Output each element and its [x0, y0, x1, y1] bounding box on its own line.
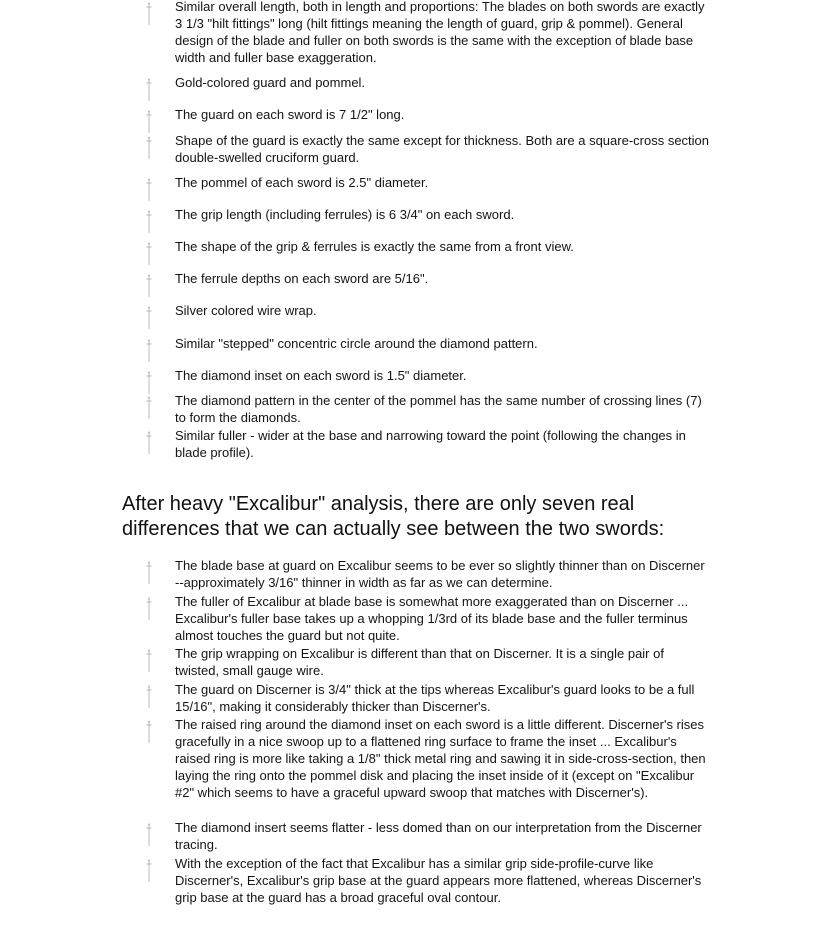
list-item-text: The guard on each sword is 7 1/2" long. — [175, 107, 405, 122]
sword-bullet-icon — [145, 306, 153, 330]
sword-bullet-icon — [145, 78, 153, 102]
list-item-text: The blade base at guard on Excalibur seems to be ever so slightly thinner than on Discerner --approximately 3/16" thinner in width as far as we can determine. — [175, 558, 705, 590]
sword-bullet-icon — [145, 339, 153, 363]
sword-bullet-icon — [145, 210, 153, 234]
sword-bullet-icon — [145, 136, 153, 160]
sword-bullet-icon — [145, 178, 153, 202]
sword-bullet-icon — [145, 823, 153, 847]
list-item-text: Similar fuller - wider at the base and narrowing toward the point (following the changes in blade profile). — [175, 428, 686, 460]
list-item-text: The shape of the grip & ferrules is exactly the same from a front view. — [175, 239, 574, 254]
sword-bullet-icon — [145, 110, 153, 134]
list-item-text: The grip length (including ferrules) is 6 3/4" on each sword. — [175, 207, 515, 222]
list-item-text: The diamond pattern in the center of the pommel has the same number of crossing lines (7) to form the diamonds. — [175, 393, 702, 425]
sword-bullet-icon — [145, 2, 153, 26]
sword-bullet-icon — [145, 597, 153, 621]
sword-bullet-icon — [145, 274, 153, 298]
list-item-text: The guard on Discerner is 3/4" thick at the tips whereas Excalibur's guard looks to be a full 15/16", making it considerably thicker than Discerner's. — [175, 682, 695, 714]
sword-bullet-icon — [145, 431, 153, 455]
sword-bullet-icon — [145, 720, 153, 744]
list-item-text: The raised ring around the diamond inset on each sword is a little different. Discerner's rises gracefully in a nice swoop up to a flattened ring surface to frame the inset ... Excalibur's raised ring is more like taking a 1/8" thick metal ring and sawing it in side-cross-section, then laying the ring onto the pommel disk and placing the inset inside of it (except on "Excalibur #2" which seems to have a graceful upward swoop that matches with Discerner's). — [175, 717, 706, 800]
list-item-text: Similar overall length, both in length and proportions: The blades on both swords are exactly 3 1/3 "hilt fittings" long (hilt fittings meaning the length of guard, grip & pommel). General design of the blade and fuller on both swords is the same with the exception of blade base width and fuller base exaggeration. — [175, 0, 705, 65]
sword-bullet-icon — [145, 561, 153, 585]
sword-bullet-icon — [145, 859, 153, 883]
list-item-text: Silver colored wire wrap. — [175, 303, 317, 318]
list-item-text: Shape of the guard is exactly the same except for thickness. Both are a square-cross section double-swelled cruciform guard. — [175, 133, 710, 165]
list-item-text: The diamond insert seems flatter - less domed than on our interpretation from the Discerner tracing. — [175, 820, 702, 852]
sword-bullet-icon — [145, 685, 153, 709]
list-item-text: The ferrule depths on each sword are 5/16". — [175, 271, 429, 286]
list-item-text: With the exception of the fact that Excalibur has a similar grip side-profile-curve like Discerner's, Excalibur's grip base at the guard appears more flattened, whereas Discerner's grip base at the guard has a broad graceful oval contour. — [175, 856, 702, 905]
sword-bullet-icon — [145, 242, 153, 266]
list-item-text: The diamond inset on each sword is 1.5" diameter. — [175, 368, 467, 383]
list-item-text: Similar "stepped" concentric circle around the diamond pattern. — [175, 336, 538, 351]
list-item-text: Gold-colored guard and pommel. — [175, 75, 366, 90]
list-item-text: The fuller of Excalibur at blade base is somewhat more exaggerated than on Discerner ... Excalibur's fuller base takes up a whopping 1/3rd of its blade base and the fuller terminus almost touches the guard but not quite. — [175, 594, 689, 643]
sword-bullet-icon — [145, 649, 153, 673]
sword-bullet-icon — [145, 396, 153, 420]
list-item-text: The grip wrapping on Excalibur is different than that on Discerner. It is a single pair of twisted, small gauge wire. — [175, 646, 664, 678]
sword-bullet-icon — [145, 371, 153, 395]
differences-heading: After heavy "Excalibur" analysis, there are only seven real differences that we can actually see between the two swords: — [122, 493, 665, 540]
list-item-text: The pommel of each sword is 2.5" diameter. — [175, 175, 429, 190]
